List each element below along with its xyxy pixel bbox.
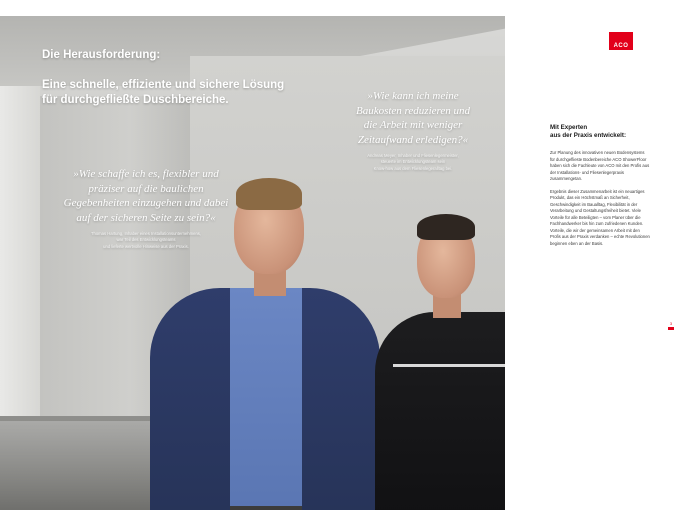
hair (236, 178, 302, 210)
person-tiler (375, 214, 505, 510)
attribution-line: Know-how aus dem Fliesenlegeralltag bei. (373, 165, 453, 171)
hair (417, 214, 475, 240)
headline-solution (42, 78, 284, 109)
belt (230, 506, 302, 510)
page-number-marker (668, 322, 674, 331)
quote-left-text: »Wie schaffe ich es, flexibler und präziser auf die baulichen Gegebenheiten einzugehen und dabei auf der sicheren Seite zu sein?« (63, 168, 229, 224)
quote-right-text: »Wie kann ich meine Baukosten reduzieren und die Arbeit mit weniger Zeitaufwand erledigen?« (355, 90, 471, 146)
attribution-line: und lieferte wertvolle Hinweise aus der Praxis. (103, 243, 189, 249)
column-paragraph: Ergebnis dieser Zusammenarbeit ist ein neuartiges Produkt, das ein Höchstmaß an Sicherheit, Geschwindigkeit im Baualltag, Flexibilität in der Verarbeitung und Gestaltungsfreiheit bietet. Viele Vorteile für alle Beteiligten – vom Planer über die Fachhandwerker bis hin zum zufriedenen Kunden. Vorteile, die wir der gemeinsamen Arbeit mit den Profis aus der Praxis verdanken – echte Revolutionen beginnen eben an der Basis. (550, 188, 650, 246)
quote-left-attribution (62, 231, 230, 250)
attribution-line: Andreas Meyer, Inhaber und Fliesenlegermeister, (367, 153, 459, 159)
bright-window-wall (0, 86, 40, 416)
headline-solution-line2: für durchgefließte Duschbereiche. (42, 94, 229, 107)
page-headline (42, 48, 284, 109)
reflective-stripe (393, 364, 505, 367)
attribution-line: war Teil des Entwicklungsteams (116, 237, 176, 243)
page-number: 3 (669, 321, 673, 326)
attribution-line: Thomas Hartung, Inhaber eines Installationsunternehmens, (90, 231, 202, 237)
column-title-line2: aus der Praxis entwickelt: (550, 132, 627, 140)
quote-right-attribution (348, 153, 478, 172)
expert-column (550, 124, 650, 253)
headline-challenge: Die Herausforderung: (42, 49, 161, 61)
headline-solution-line1: Eine schnelle, effiziente und sichere Lösung (42, 78, 285, 91)
column-title-line1: Mit Experten (550, 124, 588, 131)
aco-logo (609, 32, 633, 50)
blue-polo-shirt (230, 288, 302, 510)
attribution-line: steuerte im Entwicklungsteam sein (380, 159, 446, 165)
column-title (550, 124, 650, 140)
black-work-vest (375, 312, 505, 510)
page-marker-bar (668, 327, 674, 330)
quote-right (348, 89, 478, 172)
quote-left (62, 167, 230, 250)
logo-text: ACO (613, 43, 629, 49)
column-paragraph: Zur Planung des innovativen neuen Bodensystems für durchgeflieste Bodenbereiche ACO ShowerFloor haben sich die Fachleute von ACO mit den Profis aus der Installations- und Fliesenlegerpraxis zusammengetan. (550, 150, 650, 182)
